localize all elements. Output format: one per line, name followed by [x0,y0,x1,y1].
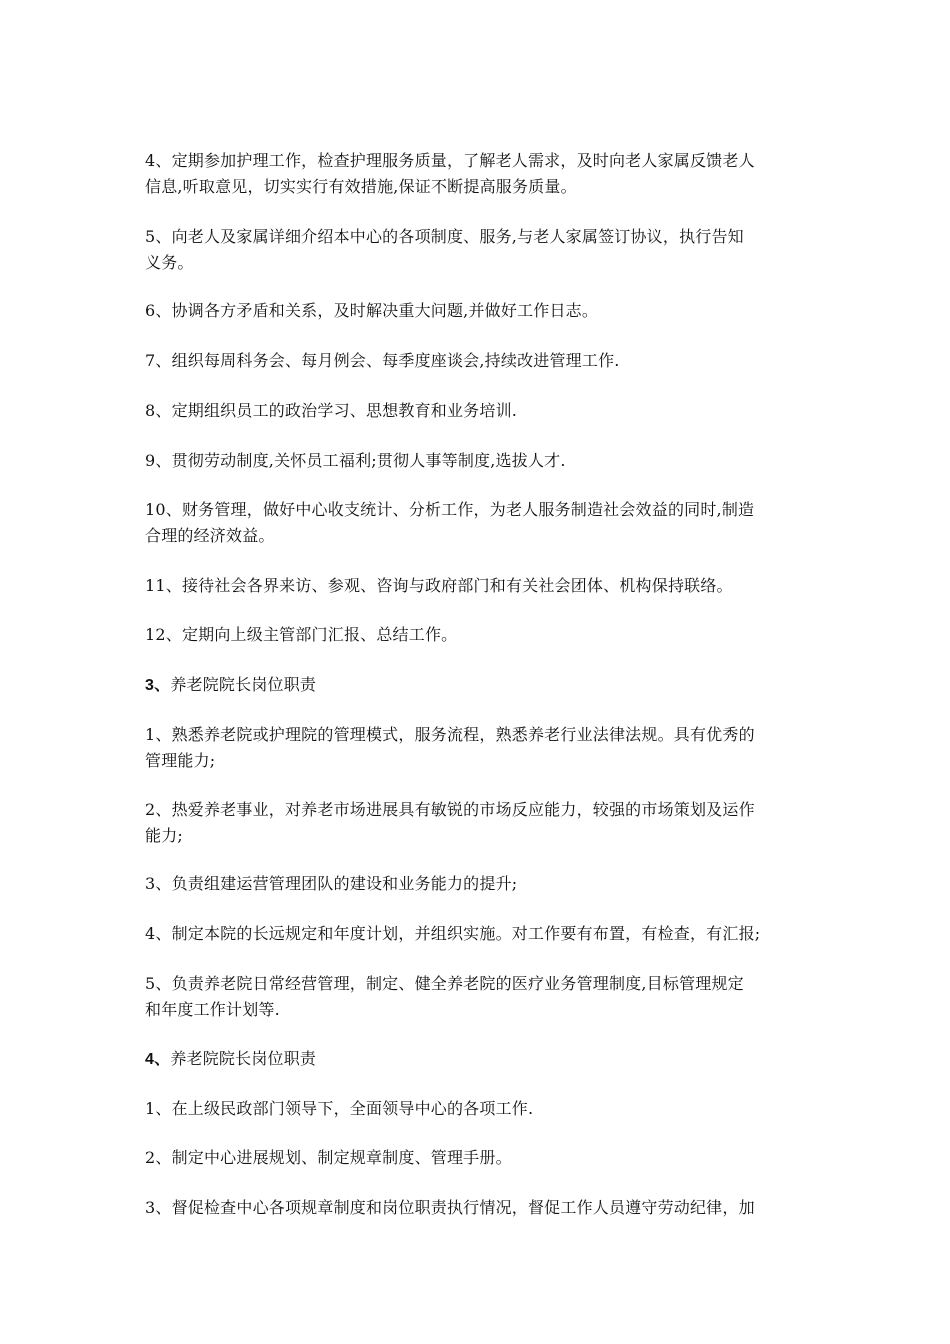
text-line: 能力; [145,826,183,845]
paragraph-item-9 [145,448,815,474]
text-line: 信息,听取意见，切实实行有效措施,保证不断提高服务质量。 [145,177,577,196]
text-line: 和年度工作计划等. [145,1000,280,1019]
text-line: 6、协调各方矛盾和关系，及时解决重大问题,并做好工作日志。 [145,301,599,320]
paragraph-item-5 [145,224,815,276]
text-line: 管理能力; [145,751,216,770]
paragraph-duty-2b [145,1145,815,1171]
heading-text: 养老院院长岗位职责 [170,1049,317,1068]
paragraph-duty-5 [145,971,815,1023]
text-line: 合理的经济效益。 [145,526,275,545]
text-line: 7、组织每周科务会、每月例会、每季度座谈会,持续改进管理工作. [145,351,620,370]
paragraph-duty-3 [145,871,815,897]
paragraph-duty-2 [145,797,815,849]
text-line: 1、在上级民政部门领导下，全面领导中心的各项工作. [145,1099,534,1118]
paragraph-item-8 [145,398,815,424]
paragraph-item-4 [145,148,815,200]
paragraph-item-11 [145,573,815,599]
heading-text: 养老院院长岗位职责 [170,675,317,694]
text-line: 5、向老人及家属详细介绍本中心的各项制度、服务,与老人家属签订协议，执行告知 [145,227,744,246]
text-line: 4、制定本院的长远规定和年度计划，并组织实施。对工作要有布置，有检查，有汇报; [145,924,761,943]
section-heading-3 [145,672,815,699]
section-heading-4 [145,1046,815,1073]
paragraph-item-6 [145,298,815,324]
heading-number: 3、 [145,677,171,694]
text-line: 4、定期参加护理工作，检查护理服务质量，了解老人需求，及时向老人家属反馈老人 [145,151,755,170]
paragraph-duty-1 [145,722,815,774]
text-line: 5、负责养老院日常经营管理，制定、健全养老院的医疗业务管理制度,目标管理规定 [145,974,744,993]
text-line: 2、热爱养老事业，对养老市场进展具有敏锐的市场反应能力，较强的市场策划及运作 [145,800,755,819]
paragraph-duty-3b [145,1195,815,1221]
text-line: 10、财务管理，做好中心收支统计、分析工作，为老人服务制造社会效益的同时,制造 [145,500,755,519]
text-line: 3、督促检查中心各项规章制度和岗位职责执行情况，督促工作人员遵守劳动纪律，加 [145,1198,755,1217]
paragraph-item-7 [145,348,815,374]
paragraph-item-10 [145,497,815,549]
text-line: 12、定期向上级主管部门汇报、总结工作。 [145,625,458,644]
text-line: 1、熟悉养老院或护理院的管理模式，服务流程，熟悉养老行业法律法规。具有优秀的 [145,725,755,744]
paragraph-item-12 [145,622,815,648]
paragraph-duty-1b [145,1096,815,1122]
text-line: 8、定期组织员工的政治学习、思想教育和业务培训. [145,401,518,420]
text-line: 9、贯彻劳动制度,关怀员工福利;贯彻人事等制度,选拔人才. [145,451,566,470]
text-line: 3、负责组建运营管理团队的建设和业务能力的提升; [145,874,518,893]
text-line: 11、接待社会各界来访、参观、咨询与政府部门和有关社会团体、机构保持联络。 [145,576,733,595]
text-line: 义务。 [145,253,194,272]
heading-number: 4、 [145,1051,171,1068]
text-line: 2、制定中心进展规划、制定规章制度、管理手册。 [145,1148,512,1167]
paragraph-duty-4 [145,921,815,947]
